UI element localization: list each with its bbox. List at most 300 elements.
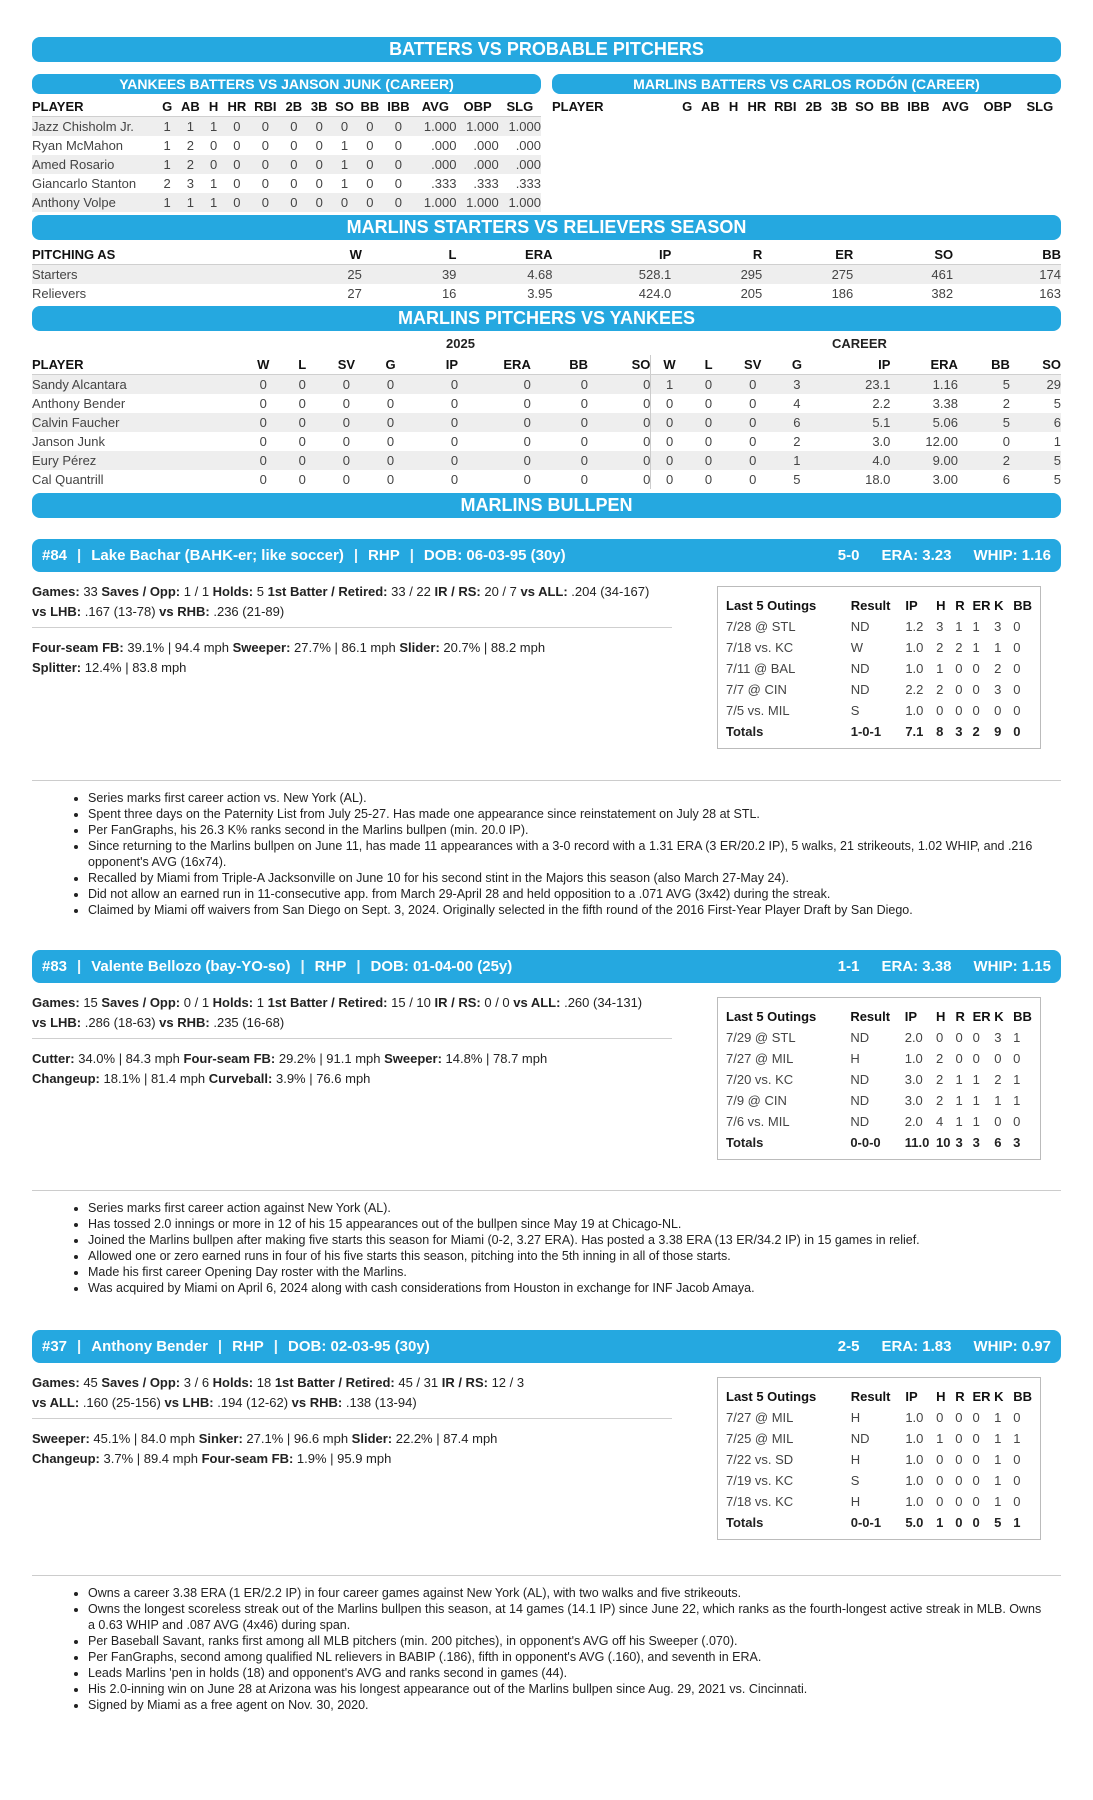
player-name: Cal Quantrill (32, 472, 104, 487)
outings-col: IP (905, 598, 918, 613)
stat-cell: 0 (704, 472, 713, 487)
outings-table (726, 1006, 1032, 1153)
note-item: • Since returning to the Marlins bullpen on June 11, has made 11 appearances with a 3-0 record with a 1.31 ERA (3 ER/20.2 IP), 5 walks, 21 strikeouts, 1.02 WHIP, and .216 opponent's AVG (16x74). (88, 838, 1048, 870)
note-item: • Per FanGraphs, his 26.3 K% ranks second in the Marlins bullpen (min. 20.0 IP). (88, 822, 1048, 838)
outing-stat: 2 (955, 640, 963, 655)
pv-row (32, 413, 1061, 432)
outing-game: 7/25 @ MIL (726, 1431, 794, 1446)
stat-cell: 0 (370, 413, 412, 432)
pitcher-bar (32, 1330, 1061, 1363)
stat-cell: 1 (210, 176, 218, 191)
pitcher-stat-line (32, 1049, 692, 1069)
pitcher-number: #84 (42, 547, 68, 564)
outing-stat: 0 (955, 1473, 963, 1488)
stat-cell: 0 (523, 472, 531, 487)
outings-col: IP (904, 1009, 918, 1024)
outing-stat: 0 (972, 1431, 980, 1446)
outing-stat: 0 (972, 1473, 980, 1488)
outing-game: 7/11 @ BAL (726, 661, 796, 676)
outing-row (726, 637, 1032, 658)
note-item: • His 2.0-inning win on June 28 at Arizona was his longest appearance out of the Marlins bullpen since Aug. 29, 2021 vs. Cincinnati. (88, 1681, 1048, 1697)
outing-game: 7/20 vs. KC (726, 1072, 794, 1087)
outings-col: R (955, 598, 965, 613)
stat-value: 33 / 22 (387, 584, 435, 599)
stat-cell: 1 (203, 117, 224, 137)
outings-col: ER (972, 1389, 991, 1404)
stat-key: vs RHB: (291, 1395, 343, 1410)
outing-stat: 3 (936, 619, 944, 634)
stat-cell: 5 (793, 472, 801, 487)
yankees-batters-col-h: H (203, 97, 224, 117)
stat-cell: 0 (307, 155, 332, 174)
totals-stat: 3 (1013, 1135, 1021, 1150)
player-name: Janson Junk (32, 434, 105, 449)
stat-value: 12.4% | 83.8 mph (81, 660, 187, 675)
stat-cell: 0 (458, 375, 531, 395)
stat-key: Holds: (212, 995, 254, 1010)
stat-key: IR / RS: (434, 584, 481, 599)
stat-cell: 0 (298, 396, 306, 411)
pitcher-era: ERA: 1.83 (881, 1338, 952, 1355)
outing-stat: 0 (1013, 1494, 1021, 1509)
divider (32, 1418, 672, 1419)
pv-col-so: SO (1010, 355, 1061, 375)
stat-cell: .333 (515, 176, 541, 191)
stat-cell: 6 (776, 413, 818, 432)
outing-stat: H (850, 1494, 861, 1509)
stat-cell: 0 (366, 176, 374, 191)
sr-col-er: ER (762, 245, 853, 265)
stat-value: 45.1% | 84.0 mph (89, 1431, 199, 1446)
stat-value: 45 (79, 1375, 102, 1390)
stat-value: .160 (25-156) (79, 1395, 165, 1410)
marlins-batters-col-3b: 3B (830, 99, 848, 114)
stat-cell: 174 (953, 265, 1061, 285)
outing-stat: ND (850, 619, 870, 634)
pitcher-stat-line (32, 1449, 692, 1469)
starters-relievers-header: MARLINS STARTERS VS RELIEVERS SEASON (32, 215, 1061, 240)
marlins-batters-col-obp: OBP (983, 99, 1012, 114)
pitcher-bar (32, 539, 1061, 572)
stat-cell: 0 (298, 472, 306, 487)
stat-cell: 2 (793, 434, 801, 449)
stat-cell: 424.0 (638, 286, 672, 301)
stat-cell: .000 (431, 138, 457, 153)
pitcher-stat-line (32, 638, 692, 658)
marlins-batters-col-g: G (682, 99, 693, 114)
pitcher-stats (32, 582, 692, 678)
pitcher-stat-line (32, 993, 692, 1013)
pitcher-name: Anthony Bender (91, 1338, 208, 1355)
stat-value: 1 (253, 995, 268, 1010)
sr-col-bb: BB (953, 245, 1061, 265)
pv-col-g: G (776, 355, 818, 375)
stat-key: Saves / Opp: (101, 995, 181, 1010)
outing-game: 7/7 @ CIN (726, 682, 787, 697)
stat-cell: 0 (332, 117, 357, 137)
stat-cell: 0 (245, 451, 281, 470)
stat-value: 1 / 1 (180, 584, 213, 599)
outing-stat: 1.0 (905, 1410, 924, 1425)
outing-stat: ND (850, 682, 870, 697)
note-item: • Made his first career Opening Day roster with the Marlins. (88, 1264, 1048, 1280)
stat-cell: 0 (224, 193, 249, 212)
stat-cell: 0 (383, 193, 415, 212)
marlins-batters-table (552, 97, 1061, 116)
totals-stat: 0-0-0 (850, 1135, 881, 1150)
divider (32, 1038, 672, 1039)
stat-cell: 0 (1002, 434, 1010, 449)
stat-key: Changeup: (32, 1451, 100, 1466)
pitcher-stat-line (32, 582, 692, 602)
player-name: Amed Rosario (32, 155, 157, 174)
yankees-batters-col-player: PLAYER (32, 97, 157, 117)
pitcher-number: #37 (42, 1338, 68, 1355)
outing-stat: 3 (994, 682, 1002, 697)
outing-game: 7/6 vs. MIL (726, 1114, 790, 1129)
pv-row (32, 432, 1061, 451)
stat-cell: 0 (531, 375, 588, 395)
stat-key: Sweeper: (384, 1051, 442, 1066)
stat-cell: 0 (261, 138, 269, 153)
stat-cell: 18.0 (865, 472, 891, 487)
outings-col: Last 5 Outings (726, 598, 817, 613)
totals-stat: 3 (972, 1135, 980, 1150)
stat-value: 1.9% | 95.9 mph (293, 1451, 392, 1466)
stat-key: Four-seam FB: (183, 1051, 276, 1066)
note-item: • Was acquired by Miami on April 6, 2024 along with cash considerations from Houston in exchange for INF Jacob Amaya. (88, 1280, 1048, 1296)
stat-cell: 0 (203, 155, 224, 174)
stat-key: Changeup: (32, 1071, 100, 1086)
stat-cell: 0 (458, 413, 531, 432)
stat-key: 1st Batter / Retired: (267, 584, 388, 599)
pv-col-w: W (245, 355, 281, 375)
pitcher-stat-line (32, 658, 692, 678)
stat-cell: 1.000 (414, 193, 456, 212)
stat-value: 27.7% | 86.1 mph (290, 640, 400, 655)
stat-cell: 0 (307, 117, 332, 137)
player-name: Anthony Bender (32, 396, 126, 411)
stat-cell: 0 (307, 193, 332, 212)
yankees-batters-row (32, 174, 541, 193)
yankees-batters-row (32, 193, 541, 212)
group-career-label: CAREER (832, 336, 887, 351)
stat-cell: 0 (729, 413, 776, 432)
bullpen-header: MARLINS BULLPEN (32, 493, 1061, 518)
outing-stat: 1.0 (905, 1494, 924, 1509)
stat-cell: 0 (323, 375, 370, 395)
sr-col-ip: IP (553, 245, 672, 265)
stat-cell: 0 (370, 451, 412, 470)
stat-key: vs LHB: (32, 1015, 82, 1030)
stat-cell: 29 (1010, 375, 1061, 395)
pitcher-hand: RHP (368, 547, 400, 564)
player-name: Sandy Alcantara (32, 375, 245, 395)
stat-cell: .333 (473, 176, 499, 191)
marlins-vs-title: MARLINS BATTERS VS CARLOS RODÓN (CAREER) (552, 74, 1061, 94)
stat-cell: 12.00 (925, 434, 958, 449)
stat-cell: 0 (233, 138, 241, 153)
totals-stat: 1-0-1 (850, 724, 882, 739)
outing-stat: 1 (955, 1114, 963, 1129)
sr-col-pitching-as: PITCHING AS (32, 245, 245, 265)
outing-stat: 1 (955, 1072, 963, 1087)
outing-stat: 0 (994, 1114, 1002, 1129)
sr-header-row (32, 245, 1061, 265)
outing-row (726, 1407, 1032, 1428)
stat-value: 33 (79, 584, 102, 599)
stat-value: 29.2% | 91.1 mph (275, 1051, 385, 1066)
outing-stat: 0 (955, 1452, 963, 1467)
stat-value: 27.1% | 96.6 mph (242, 1431, 352, 1446)
stat-value: 20 / 7 (480, 584, 521, 599)
pitcher-whip: WHIP: 1.16 (973, 547, 1051, 564)
outing-stat: ND (850, 1431, 870, 1446)
pitching-as: Relievers (32, 286, 87, 301)
outing-stat: 0 (972, 1452, 980, 1467)
stat-cell: 0 (323, 413, 370, 432)
stat-cell: 0 (281, 193, 306, 212)
stat-cell: 186 (831, 286, 854, 301)
outing-stat: 2 (935, 1072, 944, 1087)
outing-game: 7/27 @ MIL (726, 1410, 794, 1425)
stat-cell: 6 (1002, 472, 1010, 487)
stat-cell: 0 (651, 451, 688, 470)
outing-stat: 1 (994, 640, 1002, 655)
stat-key: Splitter: (32, 660, 82, 675)
totals-stat: 5.0 (905, 1515, 924, 1530)
separator: | (217, 1338, 223, 1355)
stat-cell: .333 (431, 176, 457, 191)
outing-game: 7/9 @ CIN (726, 1093, 787, 1108)
stat-cell: 0 (643, 434, 651, 449)
stat-cell: 5 (1053, 472, 1061, 487)
stat-cell: 382 (931, 286, 954, 301)
totals-label: Totals (726, 1135, 764, 1150)
outings-header-row (726, 1006, 1032, 1027)
pitcher-name: Valente Bellozo (bay-YO-so) (91, 958, 291, 975)
outings-col: K (994, 598, 1004, 613)
stat-cell: 0 (704, 396, 713, 411)
stat-key: 1st Batter / Retired: (267, 995, 388, 1010)
stat-cell: 0 (394, 138, 403, 153)
note-item: • Owns a career 3.38 ERA (1 ER/2.2 IP) in four career games against New York (AL), with two walks and five strikeouts. (88, 1585, 1048, 1601)
pv-col-so: SO (588, 355, 651, 375)
outing-stat: 0 (1013, 1114, 1021, 1129)
stat-key: Cutter: (32, 1051, 75, 1066)
last-5-outings (717, 997, 1041, 1160)
stat-cell: 0 (261, 176, 269, 191)
stat-key: Sweeper: (232, 640, 291, 655)
outing-row (726, 658, 1032, 679)
outing-stat: 1 (955, 619, 963, 634)
totals-stat: 0 (955, 1515, 963, 1530)
yankees-batters-col-hr: HR (224, 97, 249, 117)
note-item: • Owns the longest scoreless streak out of the Marlins bullpen this season, at 14 games (14.1 IP) since June 22, which ranks as the fourth-longest active streak in MLB. Owns a 0.63 WHIP and .087 AVG (4x46) during span. (88, 1601, 1048, 1633)
marlins-batters-header-row (552, 97, 1061, 116)
separator: | (273, 1338, 278, 1355)
outing-stat: 0 (955, 1431, 963, 1446)
outing-stat: 2.0 (904, 1030, 923, 1045)
outing-stat: 4 (935, 1114, 944, 1129)
stat-cell: 0 (749, 434, 757, 449)
separator: | (353, 547, 359, 564)
outings-col: Last 5 Outings (726, 1009, 817, 1024)
stat-value: .260 (34-131) (560, 995, 643, 1010)
stat-key: Four-seam FB: (201, 1451, 294, 1466)
outing-stat: 2 (935, 1051, 944, 1066)
note-item: • Has tossed 2.0 innings or more in 12 of his 15 appearances out of the bullpen since May 19 at Chicago-NL. (88, 1216, 1048, 1232)
marlins-batters-col-h: H (728, 99, 739, 114)
outing-stat: 0 (955, 1030, 963, 1045)
stat-cell: 0 (688, 413, 730, 432)
stat-key: Games: (32, 995, 80, 1010)
outing-game: 7/29 @ STL (726, 1030, 796, 1045)
stat-value: .194 (12-62) (213, 1395, 292, 1410)
stat-cell: 0 (315, 138, 323, 153)
marlins-batters-col-ab: AB (701, 99, 720, 114)
stat-key: vs ALL: (32, 1395, 80, 1410)
pitcher-stat-line (32, 1393, 692, 1413)
stat-cell: 0 (580, 434, 588, 449)
stat-cell: 0 (651, 413, 688, 432)
stat-cell: 3 (776, 375, 818, 395)
outing-row (726, 1470, 1032, 1491)
pv-row (32, 375, 1061, 395)
pitching-as: Starters (32, 265, 245, 285)
yankees-batters-col-3b: 3B (307, 97, 332, 117)
stat-cell: 2 (163, 176, 171, 191)
note-item: • Joined the Marlins bullpen after making five starts this season for Miami (0-2, 3.27 ERA). Has posted a 3.38 ERA (13 ER/34.2 IP) in 15 games in relief. (88, 1232, 1048, 1248)
stat-cell: 0 (411, 375, 458, 395)
stat-cell: 0 (342, 472, 350, 487)
stat-cell: 1 (332, 155, 357, 174)
outing-row (726, 1449, 1032, 1470)
pv-col-era: ERA (890, 355, 958, 375)
stat-cell: 1 (1053, 434, 1061, 449)
stat-cell: 0 (315, 176, 323, 191)
stat-cell: 0 (298, 434, 306, 449)
stat-value: 45 / 31 (394, 1375, 442, 1390)
stat-value: 14.8% | 78.7 mph (441, 1051, 548, 1066)
marlins-batters-col-ibb: IBB (907, 99, 930, 114)
totals-stat: 6 (994, 1135, 1002, 1150)
outings-col: IP (905, 1389, 918, 1404)
outing-stat: 3 (994, 619, 1002, 634)
outing-stat: 1 (936, 661, 944, 676)
outing-stat: 0 (1013, 1410, 1021, 1425)
stat-cell: 0 (224, 117, 249, 137)
stat-value: 12 / 3 (487, 1375, 525, 1390)
stat-cell: 295 (671, 265, 762, 285)
stat-cell: 0 (588, 451, 651, 470)
outing-stat: 1 (972, 619, 980, 634)
stat-cell: 9.00 (890, 451, 958, 470)
outings-col: BB (1013, 598, 1032, 613)
stat-cell: 0 (233, 176, 241, 191)
stat-cell: 0 (729, 451, 776, 470)
yankees-batters-col-slg: SLG (499, 97, 541, 117)
sr-row (32, 284, 1061, 303)
stat-cell: 275 (762, 265, 853, 285)
pitcher-record: 2-5 (837, 1338, 860, 1355)
pitcher-era: ERA: 3.38 (881, 958, 952, 975)
stat-cell: 4.0 (818, 451, 891, 470)
stat-cell: 0 (580, 472, 588, 487)
stat-cell: 0 (357, 117, 382, 137)
stat-cell: 1 (157, 117, 178, 137)
stat-cell: 3 (186, 176, 194, 191)
marlins-batters-col-player: PLAYER (552, 99, 604, 114)
note-item: • Per Baseball Savant, ranks first among all MLB pitchers (min. 200 pitches), in opponent's AVG off his Sweeper (.070). (88, 1633, 1048, 1649)
outing-stat: ND (850, 1030, 870, 1045)
outing-game: 7/5 vs. MIL (726, 703, 790, 718)
batters-vs-pitchers-header: BATTERS VS PROBABLE PITCHERS (32, 37, 1061, 62)
outings-col: K (994, 1389, 1004, 1404)
outing-row (726, 679, 1032, 700)
pitcher-dob: DOB: 06-03-95 (30y) (423, 547, 566, 564)
totals-stat: 1 (936, 1515, 944, 1530)
outing-stat: 1.0 (905, 703, 924, 718)
stat-cell: 23.1 (818, 375, 891, 395)
last-5-outings (717, 586, 1041, 749)
stat-key: Holds: (212, 1375, 254, 1390)
stat-cell: 0 (366, 138, 374, 153)
stat-key: Sinker: (198, 1431, 243, 1446)
pitcher-stat-line (32, 1373, 692, 1393)
sr-row (32, 265, 1061, 285)
note-item: • Recalled by Miami from Triple-A Jacksonville on June 10 for his second stint in the Majors this season (also March 27-May 24). (88, 870, 1048, 886)
separator: | (409, 547, 414, 564)
outing-game: 7/27 @ MIL (726, 1051, 794, 1066)
yankees-vs-title: YANKEES BATTERS VS JANSON JUNK (CAREER) (32, 74, 541, 94)
stat-cell: 0 (688, 375, 730, 395)
stat-cell: 0 (411, 413, 458, 432)
outing-stat: 1 (994, 1093, 1002, 1108)
yankees-batters-col-ibb: IBB (383, 97, 415, 117)
totals-stat: 8 (936, 724, 944, 739)
outing-row (726, 616, 1032, 637)
pitcher-record: 5-0 (837, 547, 860, 564)
pitcher-notes (32, 1585, 1048, 1713)
pitcher-whip: WHIP: 0.97 (973, 1338, 1051, 1355)
outing-stat: 0 (955, 703, 963, 718)
outing-game: 7/18 vs. KC (726, 640, 794, 655)
pitcher-stat-line (32, 1013, 692, 1033)
outing-stat: 0 (1013, 1473, 1021, 1488)
note-item: • Spent three days on the Paternity List from July 25-27. Has made one appearance since reinstatement on July 28 at STL. (88, 806, 1048, 822)
outing-stat: 0 (935, 1030, 944, 1045)
stat-cell: 0 (531, 451, 588, 470)
stat-value: 3.7% | 89.4 mph (99, 1451, 202, 1466)
outing-stat: 1.0 (905, 1431, 924, 1446)
note-item: • Allowed one or zero earned runs in four of his five starts this season, pitching into the 5th inning in all of those starts. (88, 1248, 1048, 1264)
pitcher-stats (32, 993, 692, 1089)
outing-stat: 0 (1013, 640, 1021, 655)
stat-cell: 0 (749, 396, 757, 411)
stat-cell: 0 (411, 451, 458, 470)
outing-stat: 1 (994, 1452, 1002, 1467)
totals-label: Totals (726, 1515, 764, 1530)
outing-stat: 3.0 (904, 1093, 923, 1108)
stat-cell: 0 (643, 472, 651, 487)
stat-cell: 0 (342, 396, 350, 411)
outing-stat: 1.0 (905, 640, 924, 655)
outings-col: Last 5 Outings (726, 1389, 817, 1404)
stat-cell: .000 (456, 155, 498, 174)
outing-stat: 0 (994, 1051, 1002, 1066)
stat-cell: 1.000 (414, 117, 456, 137)
